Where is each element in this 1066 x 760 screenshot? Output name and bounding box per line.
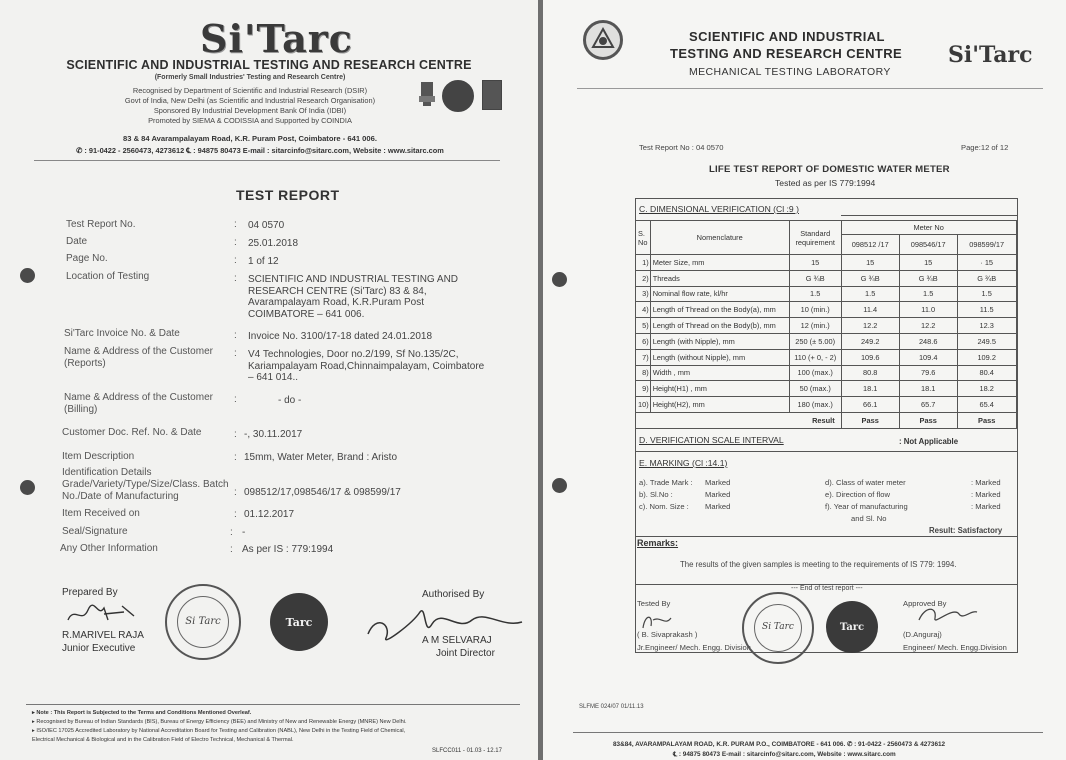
tested-signature <box>639 610 679 632</box>
field-value: 1 of 12 <box>248 256 279 267</box>
seal-emblem-icon <box>442 80 474 112</box>
footnote: ▸ ISO/IEC 17025 Accredited Laboratory by National Accreditation Board for Testing and Calibration (NABL), New Delhi in the Testing Field of Chemical, <box>32 728 406 734</box>
field-label: Location of Testing <box>66 271 150 282</box>
section-d-value: : Not Applicable <box>899 437 959 446</box>
approved-role: Engineer/ Mech. Engg.Division <box>903 643 1007 652</box>
remarks-text: The results of the given samples is meeting to the requirements of IS 779: 1994. <box>680 560 957 569</box>
field-value: 098512/17,098546/17 & 098599/17 <box>244 487 401 498</box>
marking-key: c). Nom. Size : <box>639 502 689 511</box>
authorised-name: A M SELVARAJ <box>422 635 492 646</box>
marking-value: Marked <box>705 478 731 487</box>
field-value: As per IS : 779:1994 <box>242 544 334 555</box>
field-value: - do - <box>278 395 302 406</box>
field-value: 15mm, Water Meter, Brand : Aristo <box>244 452 398 463</box>
field-label: Si'Tarc Invoice No. & Date <box>64 328 180 339</box>
org-name: SCIENTIFIC AND INDUSTRIAL TESTING AND RESEARCH CENTRE <box>66 58 472 72</box>
table-row: 1) Meter Size, mm 15 15 15 · 15 <box>636 255 1017 271</box>
field-label: Test Report No. <box>66 219 136 230</box>
institute-stamp: Si Tarc <box>742 592 814 664</box>
footer-address: 83&84, AVARAMPALAYAM ROAD, K.R. PURAM P.O., COIMBATORE - 641 006. ✆ : 91-0422 - 2560473 & 4273612 <box>613 741 946 748</box>
org-address: 83 & 84 Avarampalayam Road, K.R. Puram Post, Coimbatore - 641 006. <box>123 134 377 143</box>
meter-col-header: 098512 /17 <box>841 235 899 255</box>
report-subtitle: Tested as per IS 779:1994 <box>775 178 876 188</box>
govt-emblem-icon <box>418 80 436 108</box>
authorised-by-label: Authorised By <box>422 589 485 600</box>
prepared-signature <box>64 598 144 628</box>
recognition-line: Recognised by Department of Scientific and Industrial Research (DSIR) <box>132 86 368 95</box>
sitarc-logo: Si'Tarc <box>948 42 1033 68</box>
page-number: Page:12 of 12 <box>961 143 1009 152</box>
header-divider <box>34 160 500 161</box>
table-row: 7) Length (without Nipple), mm 110 (+ 0, - 2) 109.6 109.4 109.2 <box>636 349 1017 365</box>
end-of-report: --- End of test report --- <box>791 585 863 592</box>
header-meter-no: Meter No <box>841 221 1016 235</box>
field-label: Identification Details Grade/Variety/Type/Size/Class. Batch No./Date of Manufacturing <box>62 467 229 502</box>
footer-contact: ℄ : 94875 80473 E-mail : sitarcinfo@sitarc.com, Website : www.sitarc.com <box>673 751 896 758</box>
form-code: SLFCC011 - 01.03 - 12.17 <box>432 748 502 754</box>
approved-by-label: Approved By <box>903 599 947 608</box>
dimension-table <box>635 220 1017 429</box>
prepared-role: Junior Executive <box>62 643 136 654</box>
footnote: ▸ Note : This Report is Subjected to the Terms and Conditions Mentioned Overleaf. <box>32 710 252 716</box>
approved-signature <box>913 600 983 630</box>
tested-by-label: Tested By <box>637 599 671 608</box>
recognition-line: Govt of India, New Delhi (as Scientific and Industrial Research Organisation) <box>124 96 376 105</box>
footer-divider <box>26 704 520 705</box>
punch-hole <box>552 478 567 493</box>
institute-stamp: Si Tarc <box>165 584 241 660</box>
footnote: ▸ Recognised by Bureau of Indian Standards (BIS), Bureau of Energy Efficiency (BEE) and Ministry of New and Renewable Energy (MNRE) New Delhi. <box>32 719 407 725</box>
table-row: 5) Length of Thread on the Body(b), mm 12 (min.) 12.2 12.2 12.3 <box>636 318 1017 334</box>
marking-key: f). Year of manufacturing <box>825 502 908 511</box>
header-sno: S. No <box>636 221 651 255</box>
field-label: Name & Address of the Customer (Billing) <box>64 392 213 415</box>
result-row: Result Pass Pass Pass <box>636 412 1017 428</box>
test-report-page-1: Si'Tarc SCIENTIFIC AND INDUSTRIAL TESTING AND RESEARCH CENTRE (Formerly Small Industries' Testing and Research Centre) Recognised by Department of Scientific and Industrial Research (DSIR) Govt of India, New Delhi (as Scientific and Industrial Research Organisation) Sponsored By Industrial Development Bank Of India (IDBI) Promoted by SIEMA & CODISSIA and Supported by COINDIA 83 & 84 Avarampalayam Road, K.R. Puram Post, Coimbatore - 641 006. ✆ : 91-0422 - 2560473, 4273612 ℄ : 94875 80473 E-mail : sitarcinfo@sitarc.com, Website : www.sitarc.com TEST REPORT Test Report No. : 04 0570 Date : 25.01.2018 Page No. : 1 of 12 Location of Testing : SCIENTIFIC AND INDUSTRIAL TESTING AND RESEARCH CENTRE (Si'Tarc) 83 & 84, Avarampalayam Road, K.R.Puram Post COIMBATORE – 641 006. Si'Tarc Invoice No. & Date : Invoice No. 3100/17-18 dated 24.01.2018 Name & Address of the Customer (Reports) : V4 Technologies, Door no.2/199, Sf No.135/2C, Kariampalayam Road,Chinnaimpalayam, Coimbatore – 641 014.. Name & Address of the Customer (Billing) : - do - Customer Doc. Ref. No. & Date : -, 30.11.2017 Item Description : 15mm, Water Meter, Brand : Aristo Identification Details Grade/Variety/Type/Size/Class. Batch No./Date of Manufacturing : 098512/17,098546/17 & 098599/17 Item Received on : 01.12.2017 Seal/Signature : - Any Other Information : As per IS : 779:1994 Prepared By R.MARIVEL RAJA Junior Executive Si Tarc Tarc Authorised By A M SELVARAJ Joint Director ▸ Note : This Report is Subjected to the Terms and Conditions Mentioned Overleaf. ▸ Recognised by Bureau of Indian Standards (BIS), Bureau of Energy Efficiency (BEE) and Ministry of New and Renewable Energy (MNRE) New Delhi. ▸ ISO/IEC 17025 Accredited Laboratory by National Accreditation Board for Testing and Calibration (NABL), New Delhi in the Testing Field of Chemical, Electrical Mechanical & Biological and in the Calibration Field of Electro Technical, Mechanical & Thermal. SLFCC011 - 01.03 - 12.17 <box>0 0 538 760</box>
marking-key-extra: and Sl. No <box>851 514 887 523</box>
tested-name: ( B. Sivaprakash ) <box>637 630 698 639</box>
field-value: SCIENTIFIC AND INDUSTRIAL TESTING AND RESEARCH CENTRE (Si'Tarc) 83 & 84, Avarampalayam Road, K.R.Puram Post COIMBATORE – 641 006. <box>248 274 459 320</box>
field-value: 04 0570 <box>248 220 285 231</box>
marking-value: Marked <box>705 502 731 511</box>
authorised-role: Joint Director <box>436 648 495 659</box>
field-label: Name & Address of the Customer (Reports) <box>64 346 213 369</box>
marking-value: : Marked <box>971 502 1001 511</box>
header-nomenclature: Nomenclature <box>650 221 789 255</box>
section-dimensional-verification: C. DIMENSIONAL VERIFICATION (Cl :9 ) <box>639 204 799 214</box>
sitarc-logo: Si'Tarc <box>200 16 353 61</box>
field-label: Item Received on <box>62 508 140 519</box>
footer-divider <box>573 732 1043 733</box>
org-name-line1: SCIENTIFIC AND INDUSTRIAL <box>689 29 885 44</box>
test-report-page-12 <box>543 0 1066 760</box>
table-row: 3) Nominal flow rate, kl/hr 1.5 1.5 1.5 1.5 <box>636 286 1017 302</box>
sitarc-emblem-icon <box>583 20 623 60</box>
org-name-line2: TESTING AND RESEARCH CENTRE <box>670 46 903 61</box>
marking-key: a). Trade Mark : <box>639 478 693 487</box>
table-row: 4) Length of Thread on the Body(a), mm 10 (min.) 11.4 11.0 11.5 <box>636 302 1017 318</box>
marking-key: e). Direction of flow <box>825 490 890 499</box>
field-label: Customer Doc. Ref. No. & Date <box>62 427 202 438</box>
undp-logo-icon <box>482 80 502 110</box>
sitarc-dark-seal: Tarc <box>270 593 328 651</box>
table-row: 8) Width , mm 100 (max.) 80.8 79.6 80.4 <box>636 365 1017 381</box>
field-value: Invoice No. 3100/17-18 dated 24.01.2018 <box>248 331 433 342</box>
marking-value: Marked <box>705 490 731 499</box>
form-code: SLFME 024/07 01/11.13 <box>579 704 644 710</box>
field-label: Seal/Signature <box>62 526 128 537</box>
table-row: 2) Threads G ¾B G ¾B G ¾B G ¾B <box>636 270 1017 286</box>
punch-hole <box>20 480 35 495</box>
marking-result: Result: Satisfactory <box>929 526 1003 535</box>
marking-value: : Marked <box>971 490 1001 499</box>
section-marking: E. MARKING (Cl :14.1) <box>639 458 728 468</box>
remarks-label: Remarks: <box>637 538 679 548</box>
table-row: 9) Height(H1) , mm 50 (max.) 18.1 18.1 18.2 <box>636 381 1017 397</box>
lab-name: MECHANICAL TESTING LABORATORY <box>689 66 891 78</box>
recognition-line: Promoted by SIEMA & CODISSIA and Supported by COINDIA <box>148 116 352 125</box>
report-title: TEST REPORT <box>236 187 340 203</box>
punch-hole <box>552 272 567 287</box>
approved-name: (D.Anguraj) <box>903 630 942 639</box>
header-standard: Standard requirement <box>789 221 841 255</box>
tested-role: Jr.Engineer/ Mech. Engg. Division <box>637 643 751 652</box>
field-value: 25.01.2018 <box>248 238 299 249</box>
table-row: 10) Height(H2), mm 180 (max.) 66.1 65.7 65.4 <box>636 397 1017 413</box>
report-title: LIFE TEST REPORT OF DOMESTIC WATER METER <box>709 164 950 175</box>
marking-key: d). Class of water meter <box>825 478 906 487</box>
table-row: 6) Length (with Nipple), mm 250 (± 5.00) 249.2 248.6 249.5 <box>636 333 1017 349</box>
header-divider <box>577 88 1043 89</box>
prepared-name: R.MARIVEL RAJA <box>62 630 144 641</box>
field-label: Item Description <box>62 451 135 462</box>
sitarc-dark-seal: Tarc <box>826 601 878 653</box>
meter-col-header: 098599/17 <box>957 235 1016 255</box>
field-value: - <box>242 527 246 538</box>
meter-col-header: 098546/17 <box>899 235 957 255</box>
prepared-by-label: Prepared By <box>62 587 118 598</box>
field-value: -, 30.11.2017 <box>244 429 303 440</box>
recognition-line: Sponsored By Industrial Development Bank Of India (IDBI) <box>153 106 347 115</box>
marking-value: : Marked <box>971 478 1001 487</box>
field-label: Date <box>66 236 88 247</box>
field-label: Page No. <box>66 253 108 264</box>
punch-hole <box>20 268 35 283</box>
field-label: Any Other Information <box>60 543 158 554</box>
footnote: Electrical Mechanical & Biological and in the Calibration Field of Electro Technical, Mechanical & Thermal. <box>32 737 294 743</box>
field-value: 01.12.2017 <box>244 509 295 520</box>
field-value: V4 Technologies, Door no.2/199, Sf No.135/2C, Kariampalayam Road,Chinnaimpalayam, Coimbatore – 641 014.. <box>248 349 485 383</box>
org-contact: ✆ : 91-0422 - 2560473, 4273612 ℄ : 94875 80473 E-mail : sitarcinfo@sitarc.com, Website : www.sitarc.com <box>76 146 444 155</box>
report-number: Test Report No : 04 0570 <box>639 143 724 152</box>
org-formerly: (Formerly Small Industries' Testing and Research Centre) <box>154 74 346 81</box>
marking-key: b). Sl.No : <box>639 490 673 499</box>
section-verification-scale: D. VERIFICATION SCALE INTERVAL <box>639 435 784 445</box>
